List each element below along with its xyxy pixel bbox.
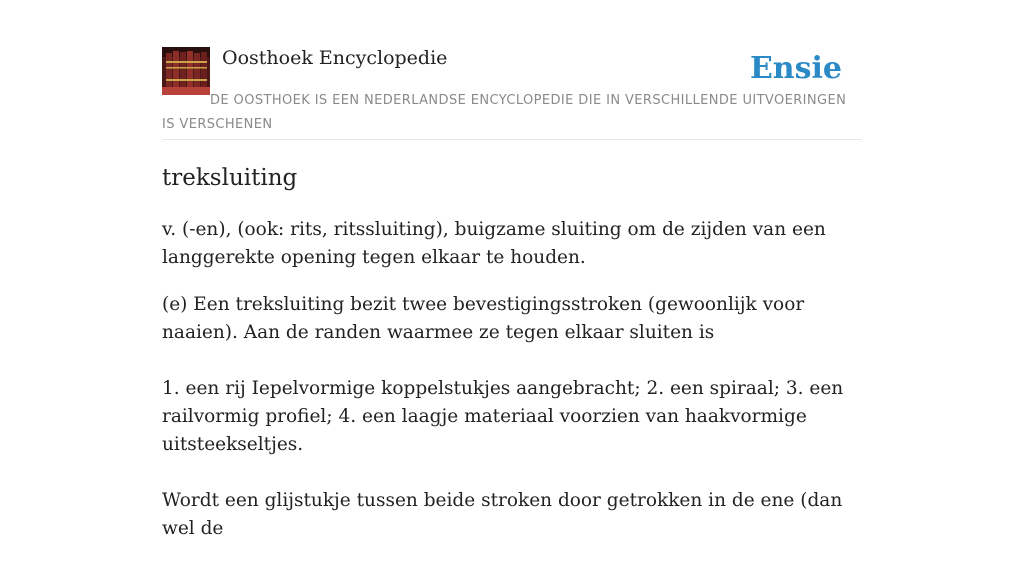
- entry-paragraph: (e) Een treksluiting bezit twee bevestigingsstroken (gewoonlijk voor naaien). Aan de randen waarmee ze tegen elkaar sluiten is 1. een rij Iepelvormige koppelstukjes aangebracht; 2. een spiraal; 3. een railvormig profiel; 4. een laagje materiaal voorzien van haakvormige uitsteekseltjes. Wordt een glijstukje tussen beide stroken door getrokken in de ene (dan wel de: [162, 294, 844, 539]
- page-container: [162, 0, 862, 539]
- brand-logo[interactable]: Ensie: [749, 51, 842, 86]
- site-avatar[interactable]: [162, 47, 210, 95]
- site-title[interactable]: Oosthoek Encyclopedie: [222, 47, 448, 69]
- site-tagline: DE OOSTHOEK IS EEN NEDERLANDSE ENCYCLOPEDIE DIE IN VERSCHILLENDE UITVOERINGEN IS VERSCHENEN: [162, 93, 847, 132]
- site-header: [162, 0, 862, 140]
- entry-title: treksluiting: [162, 165, 298, 191]
- entry-paragraph: v. (-en), (ook: rits, ritssluiting), buigzame sluiting om de zijden van een langgerekte opening tegen elkaar te houden.: [162, 219, 826, 268]
- entry-body: [162, 216, 862, 562]
- encyclopedia-books-icon: [162, 47, 210, 95]
